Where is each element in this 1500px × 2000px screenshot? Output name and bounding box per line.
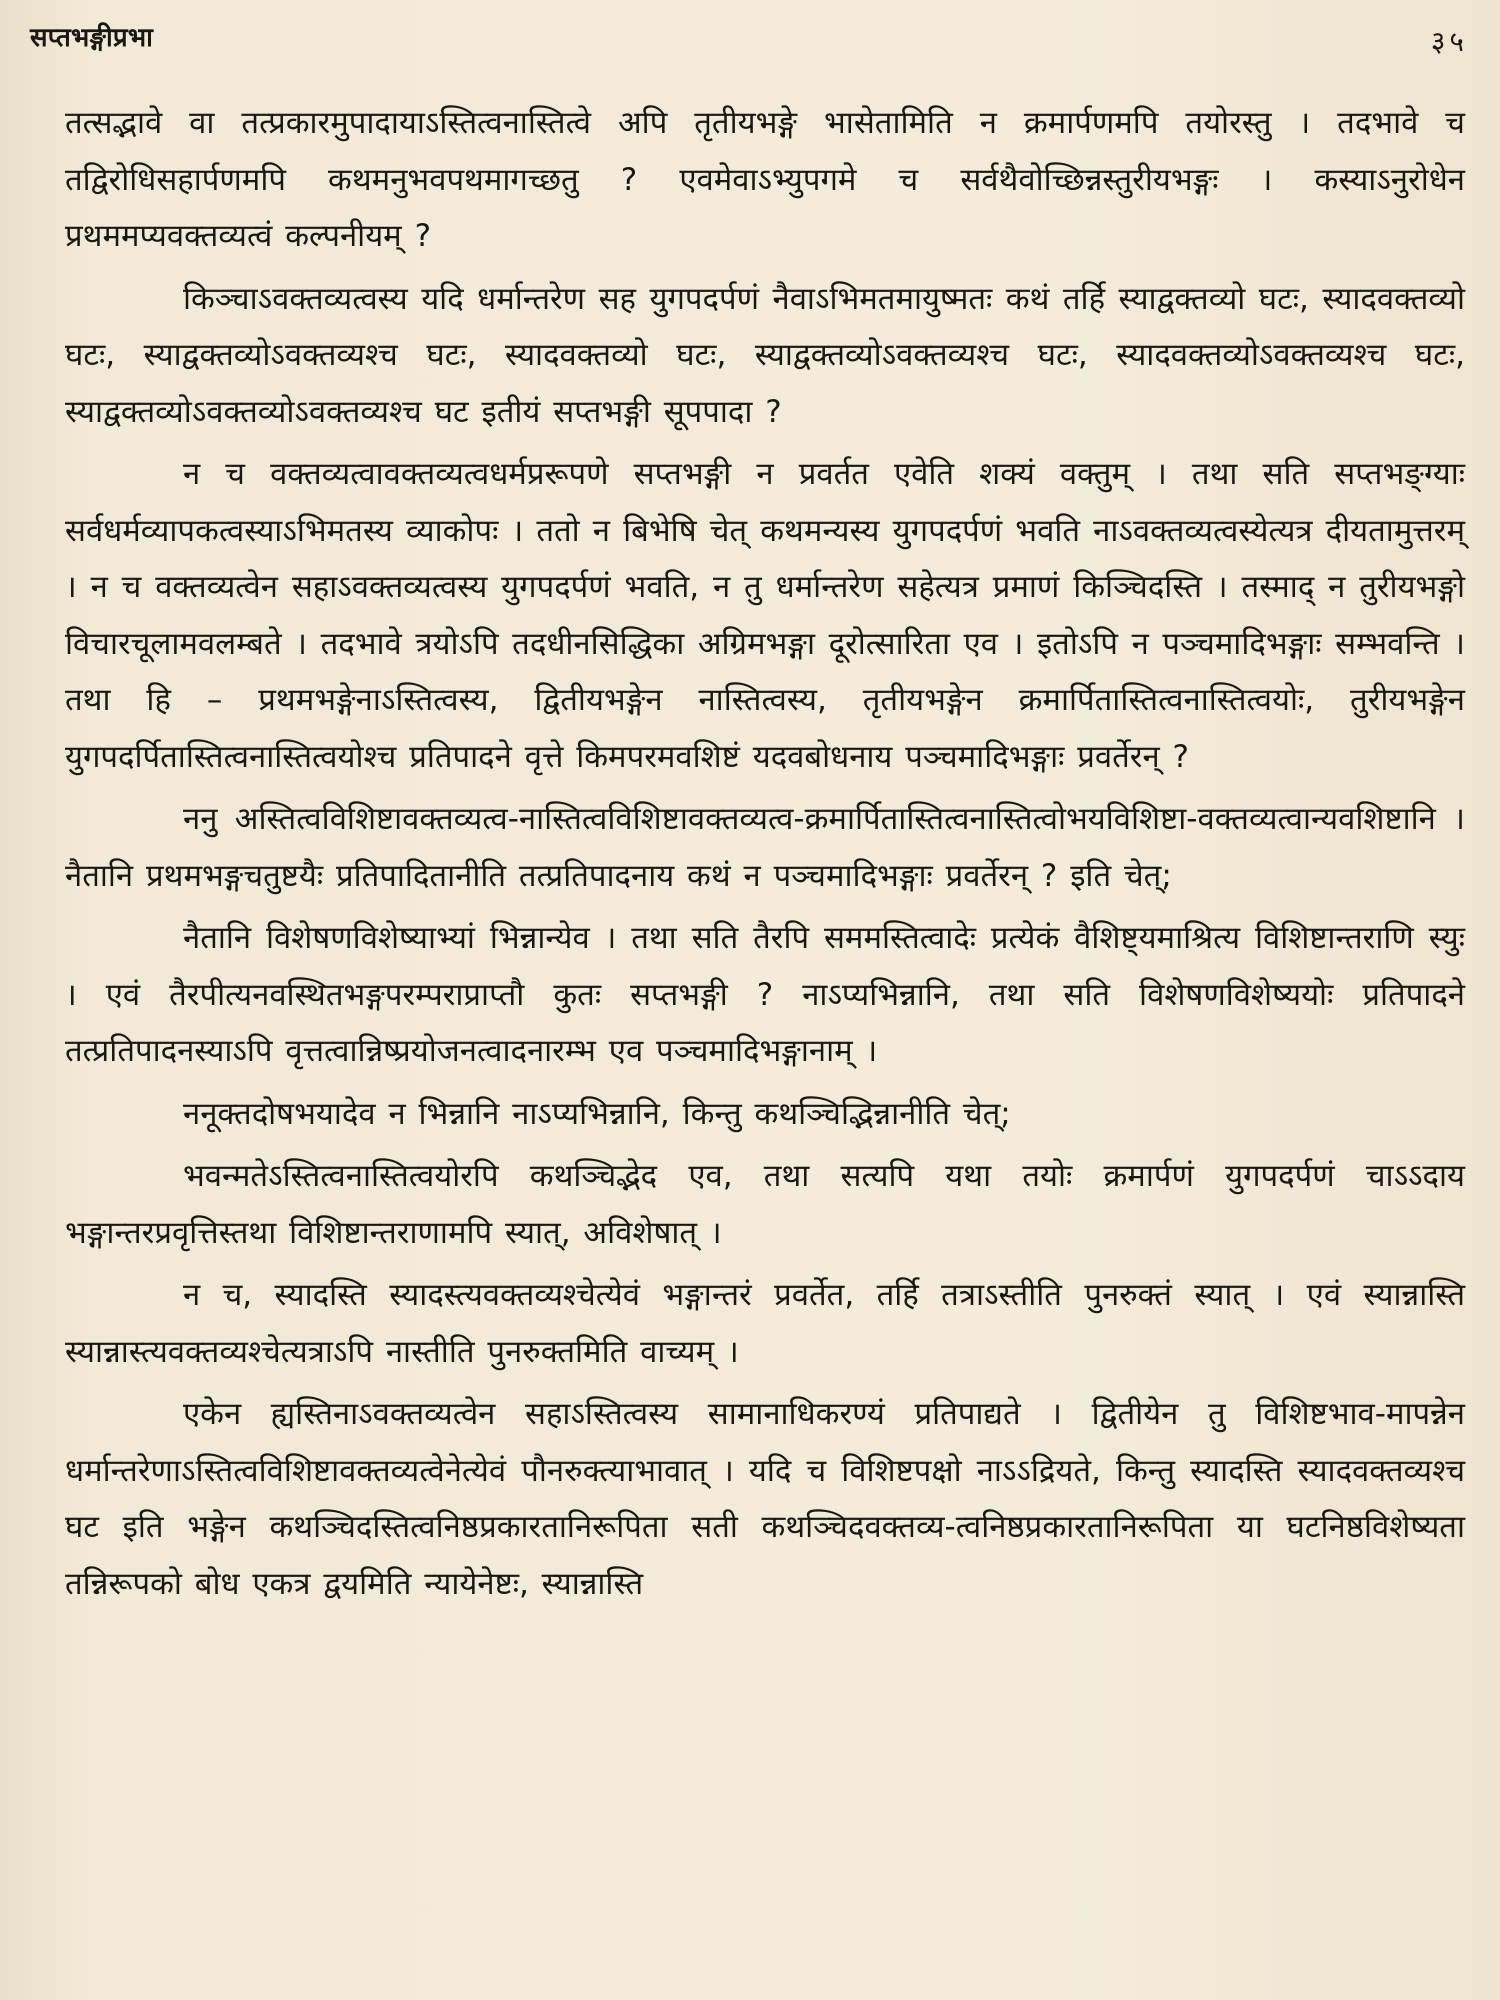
paragraph: एकेन ह्यस्तिनाऽवक्तव्यत्वेन सहाऽस्तित्वस्य सामानाधिकरण्यं प्रतिपाद्यते । द्वितीयेन तु विशिष्टभाव-मापन्नेन धर्मान्तरेणाऽस्तित्वविशिष्टावक्तव्यत्वेनेत्येवं पौनरुक्त्याभावात् । यदि च विशिष्टपक्षो नाऽऽद्रियते, किन्तु स्यादस्ति स्यादवक्तव्यश्च घट इति भङ्गेन कथञ्चिदस्तित्वनिष्ठप्रकारतानिरूपिता सती कथञ्चिदवक्तव्य-त्वनिष्ठप्रकारतानिरूपिता या घटनिष्ठविशेष्यता तन्निरूपको बोध एकत्र द्वयमिति न्यायेनेष्टः, स्यान्नास्ति [65, 1396, 1465, 1602]
paragraph: न च वक्तव्यत्वावक्तव्यत्वधर्मप्ररूपणे सप्तभङ्गी न प्रवर्तत एवेति शक्यं वक्तुम् । तथा सति सप्तभङ्ग्याः सर्वधर्मव्यापकत्वस्याऽभिमतस्य व्याकोपः । ततो न बिभेषि चेत् कथमन्यस्य युगपदर्पणं भवति नाऽवक्तव्यत्वस्येत्यत्र दीयतामुत्तरम् । न च वक्तव्यत्वेन सहाऽवक्तव्यत्वस्य युगपदर्पणं भवति, न तु धर्मान्तरेण सहेत्यत्र प्रमाणं किञ्चिदस्ति । तस्माद् न तुरीयभङ्गो विचारचूलामवलम्बते । तदभावे त्रयोऽपि तदधीनसिद्धिका अग्रिमभङ्गा दूरोत्सारिता एव । इतोऽपि न पञ्चमादिभङ्गाः सम्भवन्ति । तथा हि – प्रथमभङ्गेनाऽस्तित्वस्य, द्वितीयभङ्गेन नास्तित्वस्य, तृतीयभङ्गेन क्रमार्पितास्तित्वनास्तित्वयोः, तुरीयभङ्गेन युगपदर्पितास्तित्वनास्तित्वयोश्च प्रतिपादने वृत्ते किमपरमवशिष्टं यदवबोधनाय पञ्चमादिभङ्गाः प्रवर्तेरन् ? [65, 456, 1465, 775]
paragraph: तत्सद्भावे वा तत्प्रकारमुपादायाऽस्तित्वनास्तित्वे अपि तृतीयभङ्गे भासेतामिति न क्रमार्पणमपि तयोरस्तु । तदभावे च तद्विरोधिसहार्पणमपि कथमनुभवपथमागच्छतु ? एवमेवाऽभ्युपगमे च सर्वथैवोच्छिन्नस्तुरीयभङ्गः । कस्याऽनुरोधेन प्रथममप्यवक्तव्यत्वं कल्पनीयम् ? [65, 105, 1465, 254]
paragraph: नैतानि विशेषणविशेष्याभ्यां भिन्नान्येव । तथा सति तैरपि सममस्तित्वादेः प्रत्येकं वैशिष्ट्यमाश्रित्य विशिष्टान्तराणि स्युः । एवं तैरपीत्यनवस्थितभङ्गपरम्पराप्राप्तौ कुतः सप्तभङ्गी ? नाऽप्यभिन्नानि, तथा सति विशेषणविशेष्ययोः प्रतिपादने तत्प्रतिपादनस्याऽपि वृत्तत्वान्निष्प्रयोजनत्वादनारम्भ एव पञ्चमादिभङ्गानाम् । [65, 920, 1465, 1069]
running-title: सप्तभङ्गीप्रभा [30, 23, 154, 53]
paragraph: भवन्मतेऽस्तित्वनास्तित्वयोरपि कथञ्चिद्भेद एव, तथा सत्यपि यथा तयोः क्रमार्पणं युगपदर्पणं चाऽऽदाय भङ्गान्तरप्रवृत्तिस्तथा विशिष्टान्तराणामपि स्यात्, अविशेषात् । [65, 1158, 1465, 1251]
body-text [65, 95, 1465, 1618]
paragraph: न च, स्यादस्ति स्यादस्त्यवक्तव्यश्चेत्येवं भङ्गान्तरं प्रवर्तेत, तर्हि तत्राऽस्तीति पुनरुक्तं स्यात् । एवं स्यान्नास्ति स्यान्नास्त्यवक्तव्यश्चेत्यत्राऽपि नास्तीति पुनरुक्तमिति वाच्यम् । [65, 1277, 1465, 1370]
page-number: ३५ [1430, 25, 1468, 58]
paragraph: ननु अस्तित्वविशिष्टावक्तव्यत्व-नास्तित्वविशिष्टावक्तव्यत्व-क्रमार्पितास्तित्वनास्तित्वोभयविशिष्टा-वक्तव्यत्वान्यवशिष्टानि । नैतानि प्रथमभङ्गचतुष्टयैः प्रतिपादितानीति तत्प्रतिपादनाय कथं न पञ्चमादिभङ्गाः प्रवर्तेरन् ? इति चेत्; [65, 801, 1465, 894]
paragraph: किञ्चाऽवक्तव्यत्वस्य यदि धर्मान्तरेण सह युगपदर्पणं नैवाऽभिमतमायुष्मतः कथं तर्हि स्याद्वक्तव्यो घटः, स्यादवक्तव्यो घटः, स्याद्वक्तव्योऽवक्तव्यश्च घटः, स्यादवक्तव्यो घटः, स्याद्वक्तव्योऽवक्तव्यश्च घटः, स्यादवक्तव्योऽवक्तव्यश्च घटः, स्याद्वक्तव्योऽवक्तव्योऽवक्तव्यश्च घट इतीयं सप्तभङ्गी सूपपादा ? [65, 280, 1465, 430]
paragraph: ननूक्तदोषभयादेव न भिन्नानि नाऽप्यभिन्नानि, किन्तु कथञ्चिद्भिन्नानीति चेत्; [183, 1095, 1011, 1132]
